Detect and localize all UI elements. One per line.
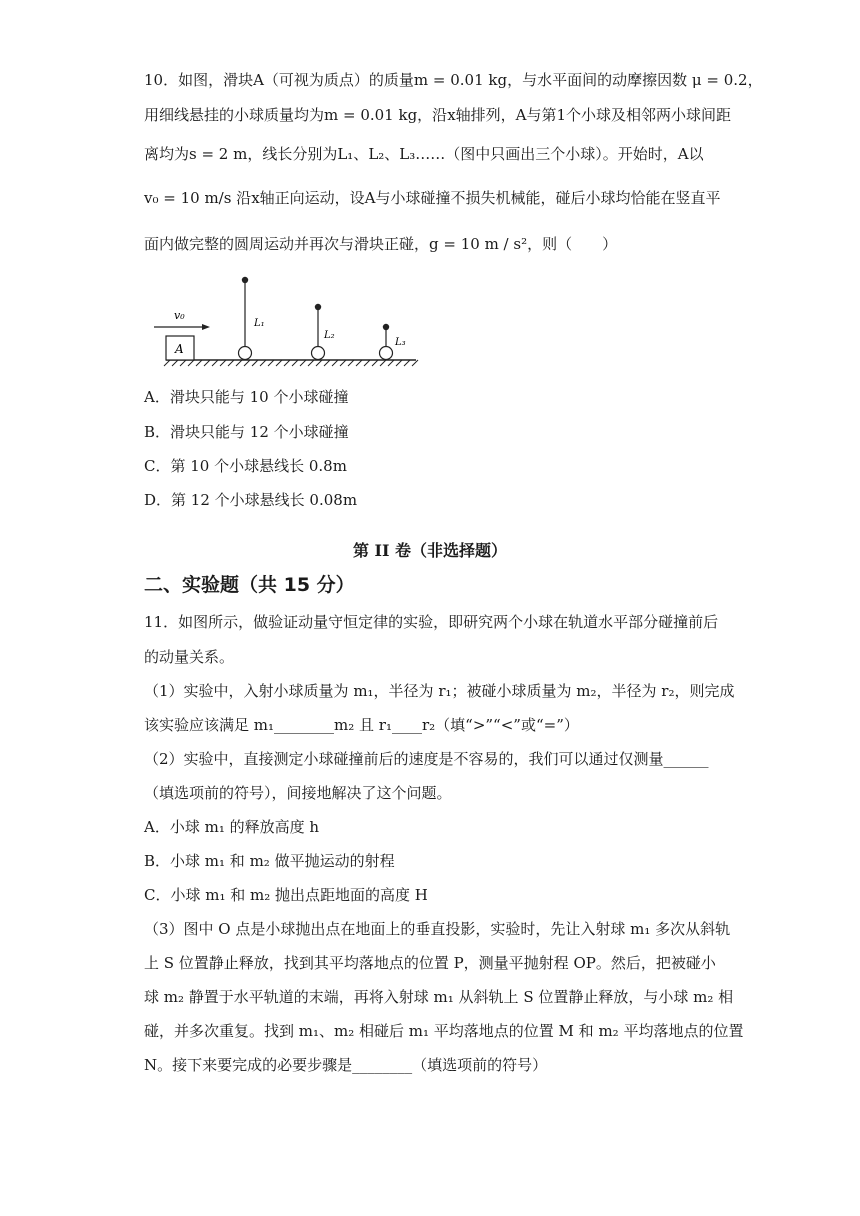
velocity-arrowhead — [202, 324, 210, 330]
q11-line-2: 的动量关系。 — [144, 648, 235, 666]
q10-option-a: A．滑块只能与 10 个小球碰撞 — [144, 388, 349, 406]
q11-option-c: C．小球 m₁ 和 m₂ 抛出点距地面的高度 H — [144, 886, 428, 904]
q11-line-12: 球 m₂ 静置于水平轨道的末端，再将入射球 m₁ 从斜轨上 S 位置静止释放，与小球 m₂ 相 — [144, 988, 734, 1006]
q10-option-b: B．滑块只能与 12 个小球碰撞 — [144, 423, 349, 441]
q11-line-4: 该实验应该满足 m₁________m₂ 且 r₁____r₂（填“>”“<”或“=”） — [144, 716, 579, 734]
q10-line-5: 面内做完整的圆周运动并再次与滑块正碰，g = 10 m / s²，则（ ） — [144, 235, 618, 253]
part-2-title: 第 II 卷（非选择题） — [352, 541, 508, 560]
q10-line-3: 离均为s = 2 m，线长分别为L₁、L₂、L₃……（图中只画出三个小球）。开始时，A以 — [144, 145, 704, 163]
q10-line-1: 10．如图，滑块A（可视为质点）的质量m = 0.01 kg，与水平面间的动摩擦因数 μ = 0.2， — [144, 71, 763, 89]
q10-option-c: C．第 10 个小球悬线长 0.8m — [144, 457, 347, 475]
q10-option-d: D．第 12 个小球悬线长 0.08m — [144, 491, 358, 509]
v0-label: v₀ — [174, 309, 185, 322]
q11-line-6: （填选项前的符号），间接地解决了这个问题。 — [144, 784, 452, 802]
q11-line-14: N。接下来要完成的必要步骤是________（填选项前的符号） — [144, 1056, 548, 1074]
ball-2 — [312, 347, 325, 360]
L2-label: L₂ — [324, 330, 335, 341]
q10-line-2: 用细线悬挂的小球质量均为m = 0.01 kg，沿x轴排列，A与第1个小球及相邻两小球间距 — [144, 106, 732, 124]
ball-1 — [239, 347, 252, 360]
q10-line-4: v₀ = 10 m/s 沿x轴正向运动，设A与小球碰撞不损失机械能，碰后小球均恰能在竖直平 — [144, 189, 721, 207]
q11-line-5: （2）实验中，直接测定小球碰撞前后的速度是不容易的，我们可以通过仅测量______ — [144, 750, 709, 768]
section-title: 二、实验题（共 15 分） — [144, 574, 355, 596]
L1-label: L₁ — [254, 318, 265, 329]
L3-label: L₃ — [395, 337, 406, 348]
ball-3 — [380, 347, 393, 360]
q11-line-3: （1）实验中，入射小球质量为 m₁，半径为 r₁；被碰小球质量为 m₂，半径为 r₂，则完成 — [144, 682, 735, 700]
ground-hatching — [164, 360, 418, 366]
block-a-label: A — [175, 342, 184, 356]
q11-line-11: 上 S 位置静止释放，找到其平均落地点的位置 P，测量平抛射程 OP。然后，把被碰小 — [144, 954, 716, 972]
q10-figure — [144, 268, 424, 368]
q11-line-13: 碰，并多次重复。找到 m₁、m₂ 相碰后 m₁ 平均落地点的位置 M 和 m₂ 平均落地点的位置 — [144, 1022, 744, 1040]
q11-line-1: 11．如图所示，做验证动量守恒定律的实验，即研究两个小球在轨道水平部分碰撞前后 — [144, 613, 719, 631]
q11-option-a: A．小球 m₁ 的释放高度 h — [144, 818, 320, 836]
q11-line-10: （3）图中 O 点是小球抛出点在地面上的垂直投影，实验时，先让入射球 m₁ 多次从斜轨 — [144, 920, 731, 938]
q11-option-b: B．小球 m₁ 和 m₂ 做平抛运动的射程 — [144, 852, 395, 870]
